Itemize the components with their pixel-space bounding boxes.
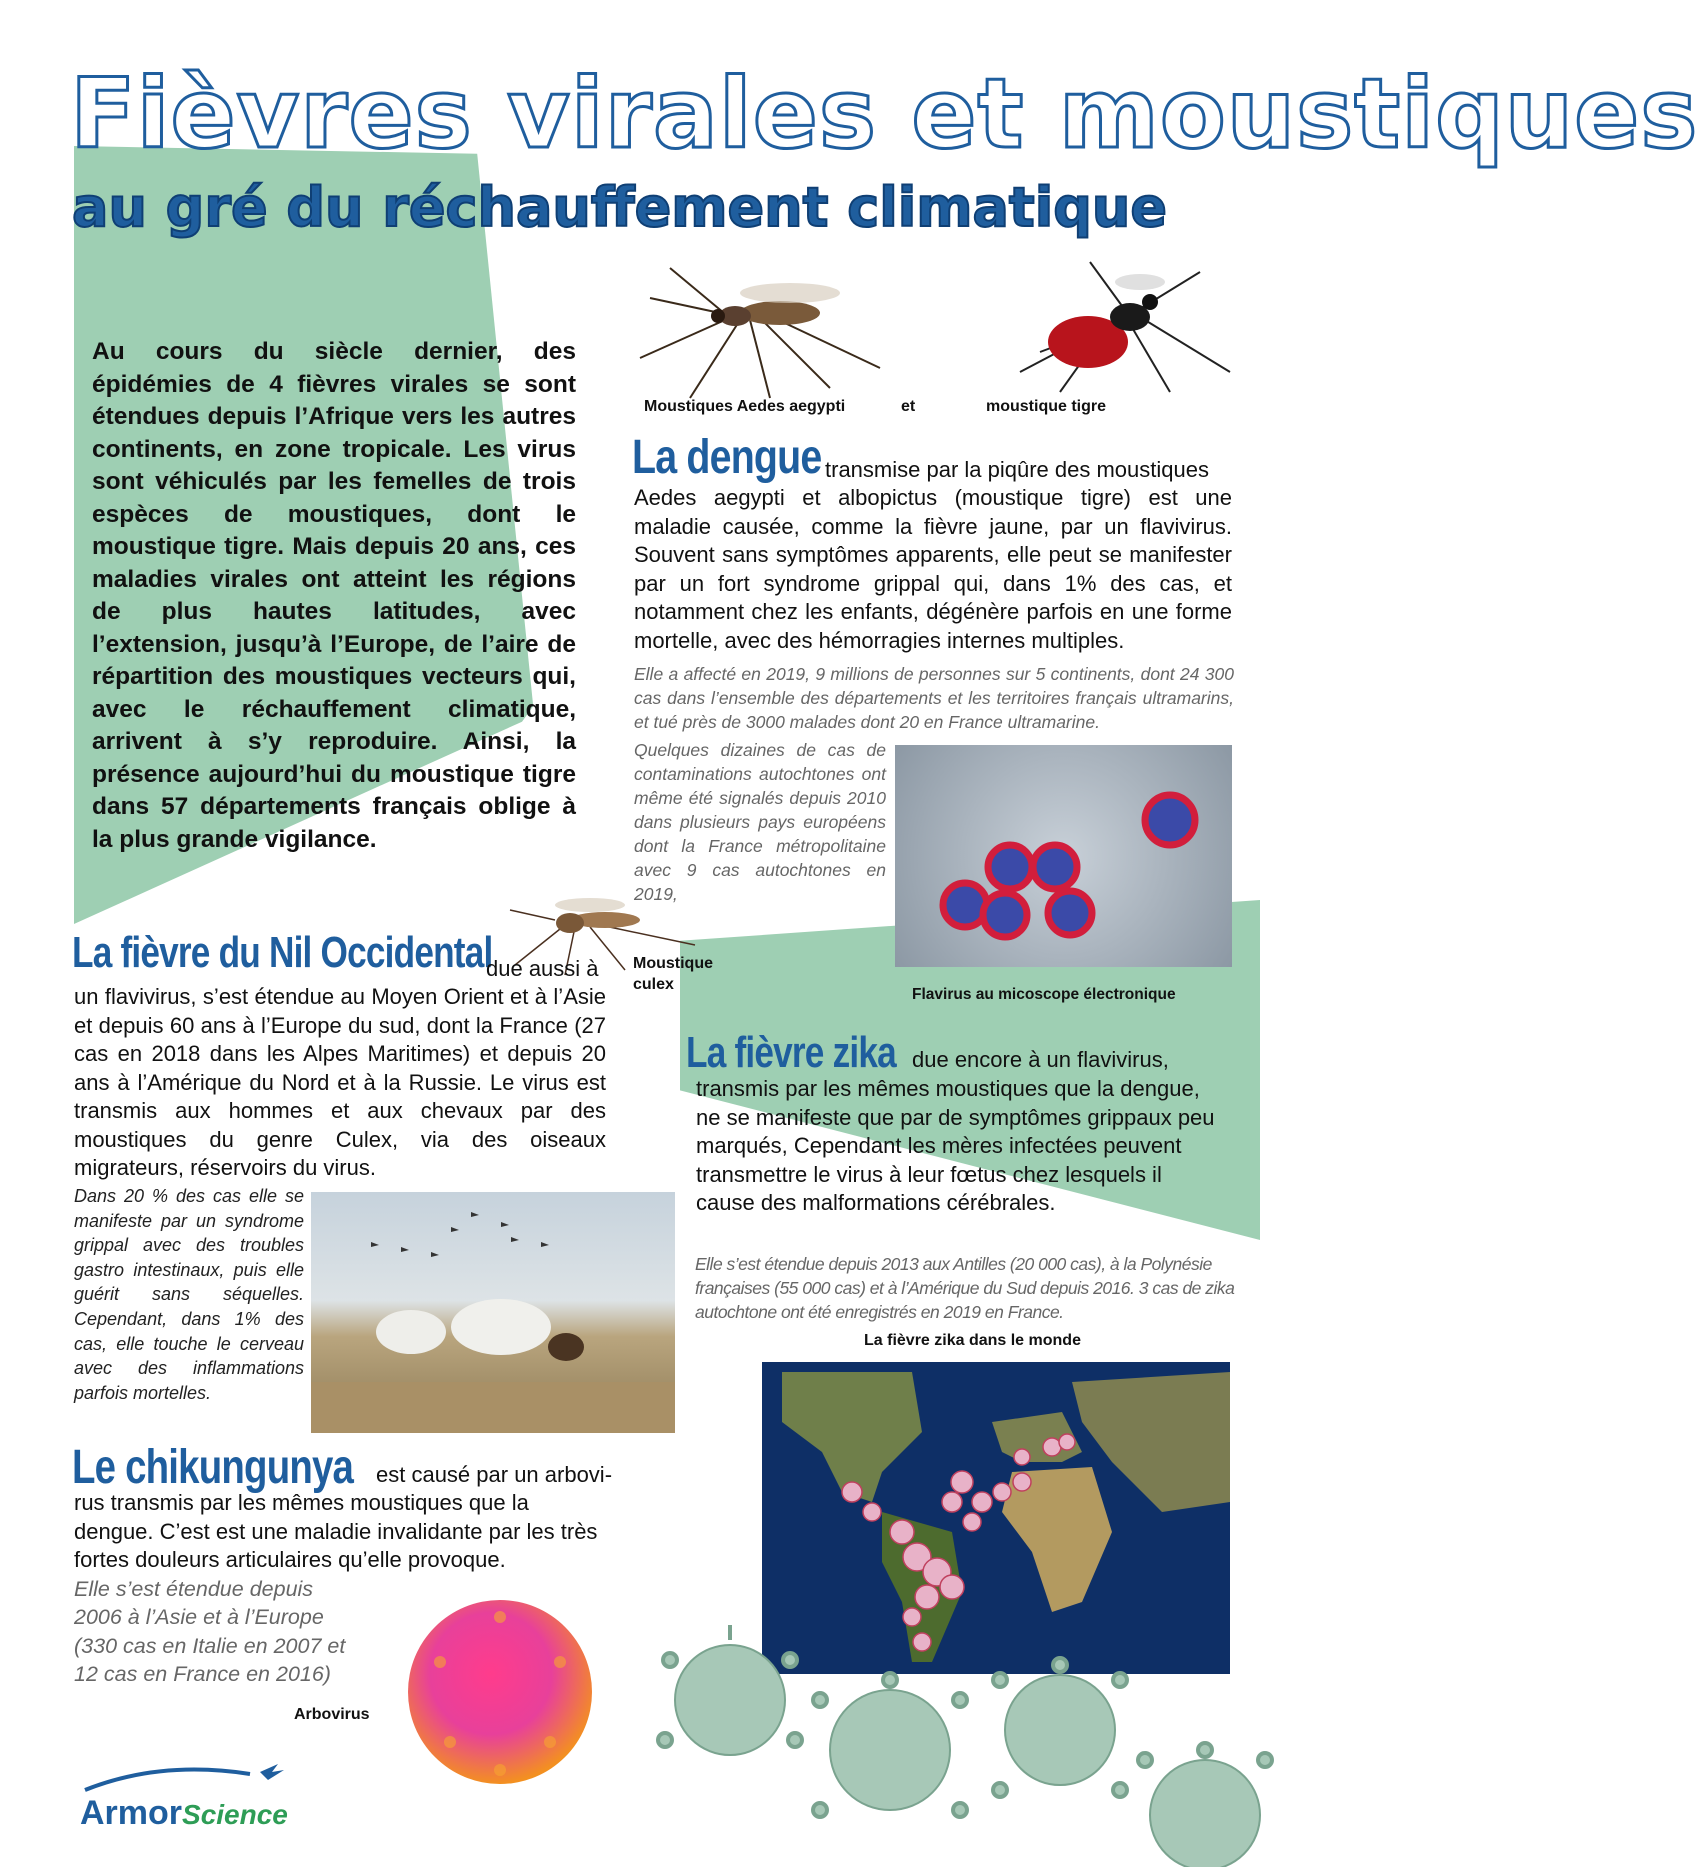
virus-decoration (650, 1640, 1300, 1867)
chik-note: Elle s’est étendue depuis 2006 à l’Asie et à l’Europe (330 cas en Italie en 2007 et 12 cas en France en 2016) (74, 1577, 346, 1686)
zika-world-map (762, 1362, 1230, 1674)
zika-lead: due encore à un flavivirus, (912, 1047, 1169, 1072)
flavivirus-particles (895, 745, 1232, 967)
culex-caption-2: culex (633, 976, 674, 993)
mosquito-caption-right: moustique tigre (986, 398, 1107, 415)
chik-body: rus transmis par les mêmes moustiques que la dengue. C’est est une maladie invalidante par les très fortes douleurs articulaires qu’elle provoque. (74, 1490, 598, 1572)
dengue-heading: La dengue (632, 431, 822, 484)
chik-lead: est causé par un arbovi- (376, 1462, 613, 1487)
dengue-lead: transmise par la piqûre des moustiques (825, 457, 1209, 482)
arbovirus-caption: Arbovirus (294, 1706, 370, 1723)
page-title: Fièvres virales et moustiques (70, 58, 1698, 170)
flavivirus-caption: Flavirus au micoscope électronique (912, 986, 1176, 1003)
culex-caption-1: Moustique (633, 955, 713, 972)
zika-map-caption: La fièvre zika dans le monde (864, 1332, 1081, 1349)
dengue-note-2: Quelques dizaines de cas de contaminations autochtones ont même été signalés depuis 2010 dans plusieurs pays européens dont la France métropolitaine avec 9 cas autochtones en 2019, (634, 740, 886, 904)
flavivirus-image (895, 745, 1232, 967)
nile-heading: La fièvre du Nil Occidental (72, 928, 493, 977)
logo-swoosh (80, 1762, 300, 1792)
intro-paragraph: Au cours du siècle dernier, des épidémies de 4 fièvres virales se sont étendues depuis l’Afrique vers les autres continents, en zone tropicale. Les virus sont véhiculés par les femelles de trois espèces de moustiques, dont le moustique tigre. Mais depuis 20 ans, ces maladies virales ont atteint les régions de plus hautes latitudes, avec l’extension, jusqu’à l’Europe, de l’aire de répartition des moustiques vecteurs qui, avec le réchauffement climatique, arrivent à s’y reproduire. Ainsi, la présence aujourd’hui du moustique tigre dans 57 départements français oblige à la plus grande vigilance. (92, 338, 576, 853)
dengue-note-1: Elle a affecté en 2019, 9 millions de personnes sur 5 continents, dont 24 300 cas dans l’ensemble des départements et les territoires français ultramarins, et tué près de 3000 malades dont 20 en France ultramarine. (634, 664, 1234, 732)
world-map-illustration (762, 1362, 1230, 1674)
logo-science: Science (182, 1799, 288, 1830)
logo-armor: Armor (80, 1794, 183, 1832)
nile-body: un flavivirus, s’est étendue au Moyen Orient et à l’Asie et depuis 60 ans à l’Europe du sud, dont la France (27 cas en 2018 dans les Alpes Maritimes) et depuis 20 ans à l’Amérique du Nord et à la Russie. Le virus est transmis aux hommes et aux chevaux par des moustiques du genre Culex, via des oiseaux migrateurs, réservoirs du virus. (74, 984, 606, 1180)
arbovirus-image (400, 1592, 600, 1792)
horses-illustration (311, 1192, 675, 1433)
aedes-mosquito-image (630, 258, 890, 398)
zika-heading: La fièvre zika (686, 1028, 896, 1077)
nile-note: Dans 20 % des cas elle se manifeste par un syndrome grippal avec des troubles gastro intestinaux, puis elle guérit sans séquelles. Cependant, dans 1% des cas, elle touche le cerveau avec des inflammations parfois mortelles. (74, 1186, 304, 1403)
chik-heading: Le chikungunya (72, 1441, 354, 1494)
mosquito-caption-mid: et (901, 398, 916, 415)
nile-lead: due aussi à (486, 956, 599, 981)
page-subtitle: au gré du réchauffement climatique (72, 176, 1167, 239)
zika-body: transmis par les mêmes moustiques que la dengue, ne se manifeste que par de symptômes grippaux peu marqués, Cependant les mères infectées peuvent transmettre le virus à leur fœtus chez lesquels il cause des malformations cérébrales. (696, 1076, 1215, 1215)
horses-photo (311, 1192, 675, 1433)
zika-note: Elle s’est étendue depuis 2013 aux Antilles (20 000 cas), à la Polynésie françaises (55 000 cas) et à l’Amérique du Sud depuis 2016. 3 cas de zika autochtone ont été enregistrés en 2019 en France. (695, 1254, 1235, 1322)
tiger-mosquito-image (1000, 262, 1240, 402)
armorscience-logo (80, 1772, 288, 1832)
dengue-body: Aedes aegypti et albopictus (moustique tigre) est une maladie causée, comme la fièvre jaune, par un flavivirus. Souvent sans symptômes apparents, elle peut se manifester par un fort syndrome grippal qui, dans 1% des cas, et notamment chez les enfants, dégénère parfois en une forme mortelle, avec des hémorragies internes multiples. (634, 485, 1232, 653)
mosquito-caption-left: Moustiques Aedes aegypti (644, 398, 846, 415)
